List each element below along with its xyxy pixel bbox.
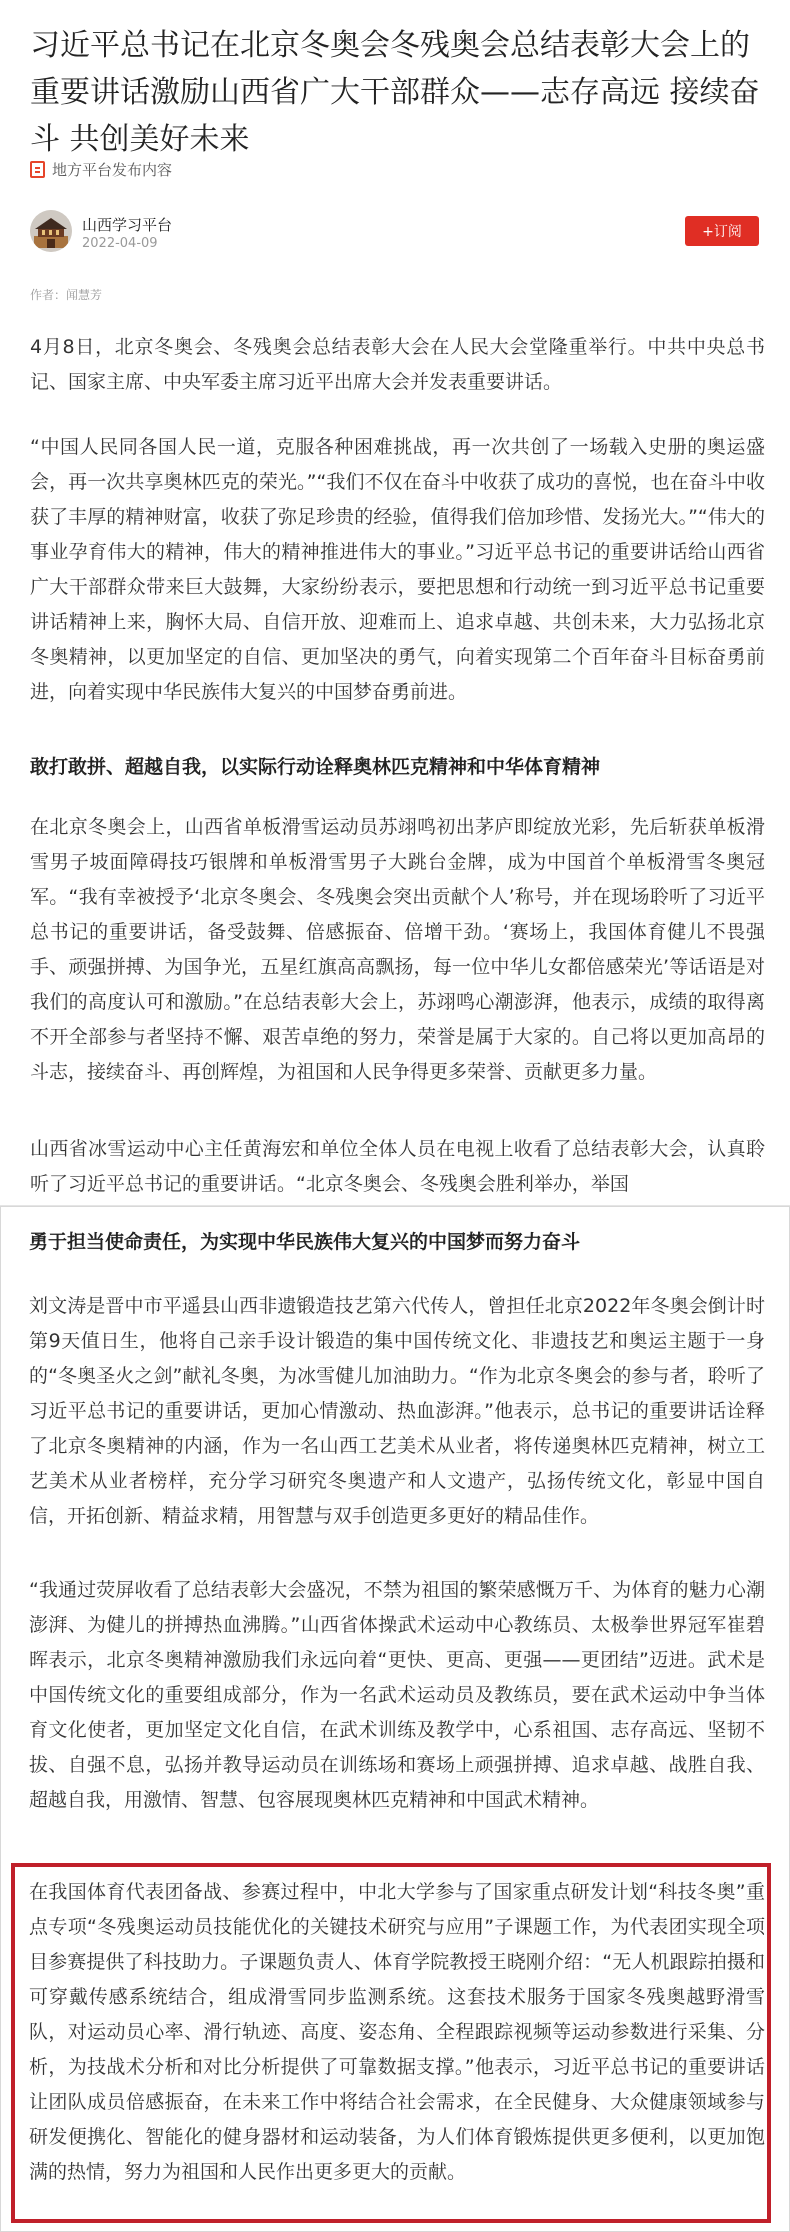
paragraph: “中国人民同各国人民一道，克服各种困难挑战，再一次共创了一场载入史册的奥运盛会，再一次共享奥林匹克的荣光。”“我们不仅在奋斗中收获了成功的喜悦，也在奋斗中收获了丰厚的精神财富，收获了弥足珍贵的经验，值得我们倍加珍惜、发扬光大。”“伟大的事业孕育伟大的精神，伟大的精神推进伟大的事业。”习近平总书记的重要讲话给山西省广大干部群众带来巨大鼓舞，大家纷纷表示，要把思想和行动统一到习近平总书记重要讲话精神上来，胸怀大局、自信开放、迎难而上、追求卓越、共创未来，大力弘扬北京冬奥精神，以更加坚定的自信、更加坚决的勇气，向着实现第二个百年奋斗目标奋勇前进，向着实现中华民族伟大复兴的中国梦奋勇前进。 bbox=[30, 436, 765, 703]
section-heading: 敢打敢拼、超越自我，以实际行动诠释奥林匹克精神和中华体育精神 bbox=[30, 756, 601, 778]
tower-avatar-icon bbox=[30, 210, 72, 252]
source-label: 地方平台发布内容 bbox=[52, 160, 173, 179]
byline: 作者：闻慧芳 bbox=[30, 288, 103, 302]
paragraph: 山西省冰雪运动中心主任黄海宏和单位全体人员在电视上收看了总结表彰大会，认真聆听了习近平总书记的重要讲话。“北京冬奥会、冬残奥会胜利举办，举国 bbox=[30, 1138, 765, 1195]
highlight-frame bbox=[11, 1863, 771, 2223]
paragraph: “我通过荧屏收看了总结表彰大会盛况，不禁为祖国的繁荣感慨万千、为体育的魅力心潮澎湃、为健儿的拼搏热血沸腾。”山西省体操武术运动中心教练员、太极拳世界冠军崔碧晖表示，北京冬奥精神激励我们永远向着“更快、更高、更强——更团结”迈进。武术是中国传统文化的重要组成部分，作为一名武术运动员及教练员，要在武术运动中争当体育文化使者，更加坚定文化自信，在武术训练及教学中，心系祖国、志存高远、坚韧不拔、自强不息，弘扬并教导运动员在训练场和赛场上顽强拼搏、追求卓越、战胜自我、超越自我，用激情、智慧、包容展现奥林匹克精神和中国武术精神。 bbox=[29, 1579, 765, 1811]
source-row bbox=[30, 157, 172, 181]
article-bottom-screenshot bbox=[0, 1206, 790, 2232]
paragraph: 4月8日，北京冬奥会、冬残奥会总结表彰大会在人民大会堂隆重举行。中共中央总书记、国家主席、中央军委主席习近平出席大会并发表重要讲话。 bbox=[30, 336, 765, 393]
subscribe-button[interactable]: +订阅 bbox=[685, 216, 759, 246]
article-title: 习近平总书记在北京冬奥会冬残奥会总结表彰大会上的重要讲话激励山西省广大干部群众——志存高远 接续奋斗 共创美好未来 bbox=[30, 28, 760, 157]
paragraph: 刘文涛是晋中市平遥县山西非遗锻造技艺第六代传人，曾担任北京2022年冬奥会倒计时第9天值日生，他将自己亲手设计锻造的集中国传统文化、非遗技艺和奥运主题于一身的“冬奥圣火之剑”献礼冬奥，为冰雪健儿加油助力。“作为北京冬奥会的参与者，聆听了习近平总书记的重要讲话，更加心情激动、热血澎湃。”他表示，总书记的重要讲话诠释了北京冬奥精神的内涵，作为一名山西工艺美术从业者，将传递奥林匹克精神，树立工艺美术从业者榜样，充分学习研究冬奥遗产和人文遗产，弘扬传统文化，彰显中国自信，开拓创新、精益求精，用智慧与双手创造更多更好的精品佳作。 bbox=[29, 1295, 765, 1527]
author-avatar[interactable] bbox=[30, 210, 72, 252]
document-icon bbox=[30, 161, 45, 178]
paragraph: 在我国体育代表团备战、参赛过程中，中北大学参与了国家重点研发计划“科技冬奥”重点专项“冬残奥运动员技能优化的关键技术研究与应用”子课题工作，为代表团实现全项目参赛提供了科技助力。子课题负责人、体育学院教授王晓刚介绍：“无人机跟踪拍摄和可穿戴传感系统结合，组成滑雪同步监测系统。这套技术服务于国家冬残奥越野滑雪队，对运动员心率、滑行轨迹、高度、姿态角、全程跟踪视频等运动参数进行采集、分析，为技战术分析和对比分析提供了可靠数据支撑。”他表示，习近平总书记的重要讲话让团队成员倍感振奋，在未来工作中将结合社会需求，在全民健身、大众健康领域参与研发便携化、智能化的健身器材和运动装备，为人们体育锻炼提供更多便利，以更加饱满的热情，努力为祖国和人民作出更多更大的贡献。 bbox=[29, 1881, 765, 2183]
publish-date: 2022-04-09 bbox=[82, 236, 158, 251]
section-heading: 勇于担当使命责任，为实现中华民族伟大复兴的中国梦而努力奋斗 bbox=[29, 1231, 581, 1253]
paragraph: 在北京冬奥会上，山西省单板滑雪运动员苏翊鸣初出茅庐即绽放光彩，先后斩获单板滑雪男子坡面障碍技巧银牌和单板滑雪男子大跳台金牌，成为中国首个单板滑雪冬奥冠军。“我有幸被授予‘北京冬奥会、冬残奥会突出贡献个人’称号，并在现场聆听了习近平总书记的重要讲话，备受鼓舞、倍感振奋、倍增干劲。‘赛场上，我国体育健儿不畏强手、顽强拼搏、为国争光，五星红旗高高飘扬，每一位中华儿女都倍感荣光’等话语是对我们的高度认可和激励。”在总结表彰大会上，苏翊鸣心潮澎湃，他表示，成绩的取得离不开全部参与者坚持不懈、艰苦卓绝的努力，荣誉是属于大家的。自己将以更加高昂的斗志，接续奋斗、再创辉煌，为祖国和人民争得更多荣誉、贡献更多力量。 bbox=[30, 816, 765, 1083]
author-name[interactable]: 山西学习平台 bbox=[82, 216, 173, 234]
